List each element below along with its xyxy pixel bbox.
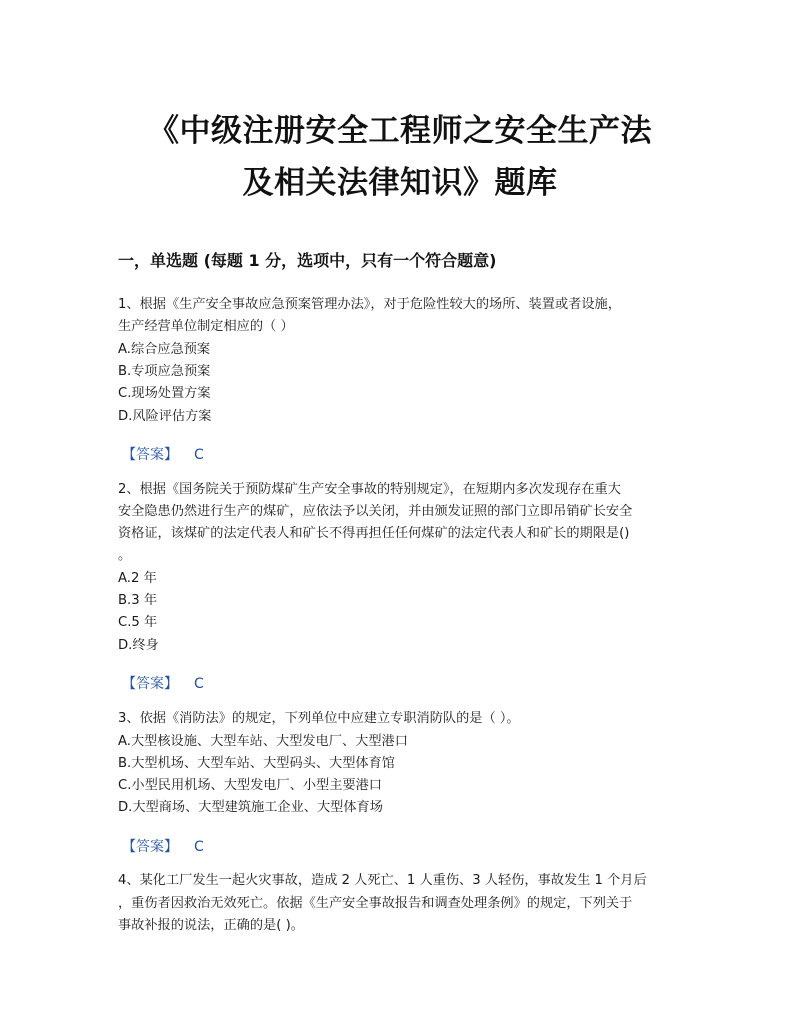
answer-value: C: [194, 676, 204, 692]
question-1-option-c: C.现场处置方案: [118, 386, 211, 401]
question-2-stem-line-1: 2、根据《国务院关于预防煤矿生产安全事故的特别规定》，在短期内多次发现存在重大: [118, 482, 621, 497]
question-3-answer: [122, 836, 204, 856]
document-title-line-2: 及相关法律知识》题库: [242, 165, 558, 201]
document-title-line-1: 《中级注册安全工程师之安全生产法: [148, 113, 652, 149]
question-2-stem-line-3: 资格证，该煤矿的法定代表人和矿长不得再担任任何煤矿的法定代表人和矿长的期限是(): [118, 526, 630, 541]
question-2-option-c: C.5 年: [118, 615, 158, 630]
question-4-stem-line-2: ，重伤者因救治无效死亡。依据《生产安全事故报告和调查处理条例》的规定，下列关于: [118, 896, 633, 911]
section-heading: 一，单选题 (每题 1 分，选项中，只有一个符合题意): [118, 251, 497, 270]
question-1-answer: [122, 444, 204, 464]
answer-value: C: [194, 447, 204, 463]
question-4-stem-line-1: 4、某化工厂发生一起火灾事故，造成 2 人死亡、1 人重伤、3 人轻伤，事故发生 1 个月后: [118, 873, 647, 888]
question-1-stem-line-1: 1、根据《生产安全事故应急预案管理办法》，对于危险性较大的场所、装置或者设施，: [118, 297, 621, 312]
question-3-option-b: B.大型机场、大型车站、大型码头、大型体育馆: [118, 756, 395, 771]
question-2-option-a: A.2 年: [118, 571, 157, 586]
question-1-option-d: D.风险评估方案: [118, 409, 212, 424]
question-2-option-d: D.终身: [118, 638, 159, 653]
answer-label: 【答案】: [122, 447, 178, 463]
question-3-stem-line-1: 3、依据《消防法》的规定，下列单位中应建立专职消防队的是（ ）。: [118, 711, 520, 726]
question-1-option-b: B.专项应急预案: [118, 364, 211, 379]
question-1-option-a: A.综合应急预案: [118, 342, 211, 357]
answer-value: C: [194, 839, 204, 855]
question-2-answer: [122, 673, 204, 693]
question-1-stem-line-2: 生产经营单位制定相应的（ ）: [118, 319, 294, 334]
question-3-option-c: C.小型民用机场、大型发电厂、小型主要港口: [118, 778, 382, 793]
question-3-option-a: A.大型核设施、大型车站、大型发电厂、大型港口: [118, 734, 408, 749]
question-3-option-d: D.大型商场、大型建筑施工企业、大型体育场: [118, 800, 383, 815]
question-4-stem-line-3: 事故补报的说法，正确的是( )。: [118, 918, 304, 933]
question-2-option-b: B.3 年: [118, 593, 158, 608]
answer-label: 【答案】: [122, 839, 178, 855]
question-2-stem-line-4: 。: [118, 548, 132, 563]
question-2-stem-line-2: 安全隐患仍然进行生产的煤矿，应依法予以关闭，并由颁发证照的部门立即吊销矿长安全: [118, 504, 633, 519]
answer-label: 【答案】: [122, 676, 178, 692]
